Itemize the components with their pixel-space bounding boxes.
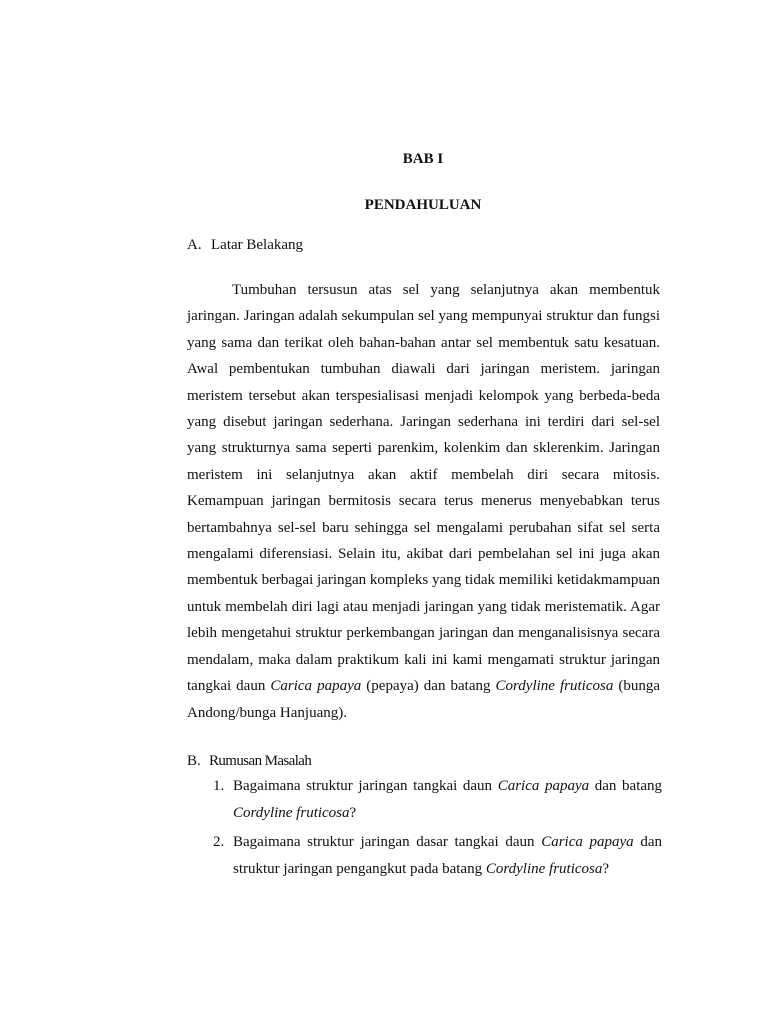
species-name-cordyline: Cordyline fruticosa [233, 805, 350, 821]
list-item-number: 1. [213, 778, 225, 794]
list-item-number: 2. [213, 834, 225, 850]
chapter-number: BAB I [402, 151, 444, 167]
species-name-cordyline: Cordyline fruticosa [495, 678, 614, 695]
section-heading-latar-belakang [187, 235, 303, 255]
list-item [213, 829, 662, 883]
species-name-cordyline: Cordyline fruticosa [485, 861, 603, 877]
paragraph-text: (bunga Andong/bunga Hanjuang). [187, 678, 661, 721]
chapter-title: PENDAHULUAN [364, 197, 482, 213]
section-heading-label: Rumusan Masalah [209, 753, 312, 769]
section-marker: B. [187, 753, 201, 769]
background-paragraph [187, 277, 660, 726]
question-text: Bagaimana struktur jaringan dasar tangkai daun [233, 834, 542, 850]
question-text: dan struktur jaringan pengangkut pada batang [233, 834, 662, 877]
species-name-carica: Carica papaya [270, 678, 362, 695]
list-item [213, 773, 662, 827]
question-text: Bagaimana struktur jaringan tangkai daun [233, 778, 498, 794]
section-marker: A. [187, 237, 202, 253]
species-name-carica: Carica papaya [541, 834, 634, 850]
question-text: ? [349, 805, 357, 821]
question-text: ? [602, 861, 610, 877]
paragraph-text: Tumbuhan tersusun atas sel yang selanjutnya akan membentuk jaringan. Jaringan adalah sekumpulan sel yang mempunyai struktur dan fungsi yang sama dan terikat oleh bahan-bahan antar sel membentuk satu kesatuan. Awal pembentukan tumbuhan diawali dari jaringan meristem. jaringan meristem tersebut akan terspesialisasi menjadi kelompok yang berbeda-beda yang disebut jaringan sederhana. Jaringan sederhana ini terdiri dari sel-sel yang strukturnya sama seperti parenkim, kolenkim dan sklerenkim. Jaringan meristem ini selanjutnya akan aktif membelah diri secara mitosis. Kemampuan jaringan bermitosis secara terus menerus menyebabkan terus bertambahnya sel-sel baru sehingga sel mengalami perubahan sifat sel serta mengalami diferensiasi. Selain itu, akibat dari pembelahan sel ini juga akan membentuk berbagai jaringan kompleks yang tidak memiliki ketidakmampuan untuk membelah diri lagi atau menjadi jaringan yang tidak meristematik. Agar lebih mengetahui struktur perkembangan jaringan dan menganalisisnya secara mendalam, maka dalam praktikum kali ini kami mengamati struktur jaringan tangkai daun [187, 282, 660, 695]
section-heading-rumusan-masalah [187, 751, 311, 771]
species-name-carica: Carica papaya [497, 778, 590, 794]
paragraph-text: (pepaya) dan batang [361, 678, 496, 695]
section-heading-label: Latar Belakang [211, 237, 304, 253]
research-questions-list [213, 773, 662, 885]
question-text: dan batang [589, 778, 663, 794]
